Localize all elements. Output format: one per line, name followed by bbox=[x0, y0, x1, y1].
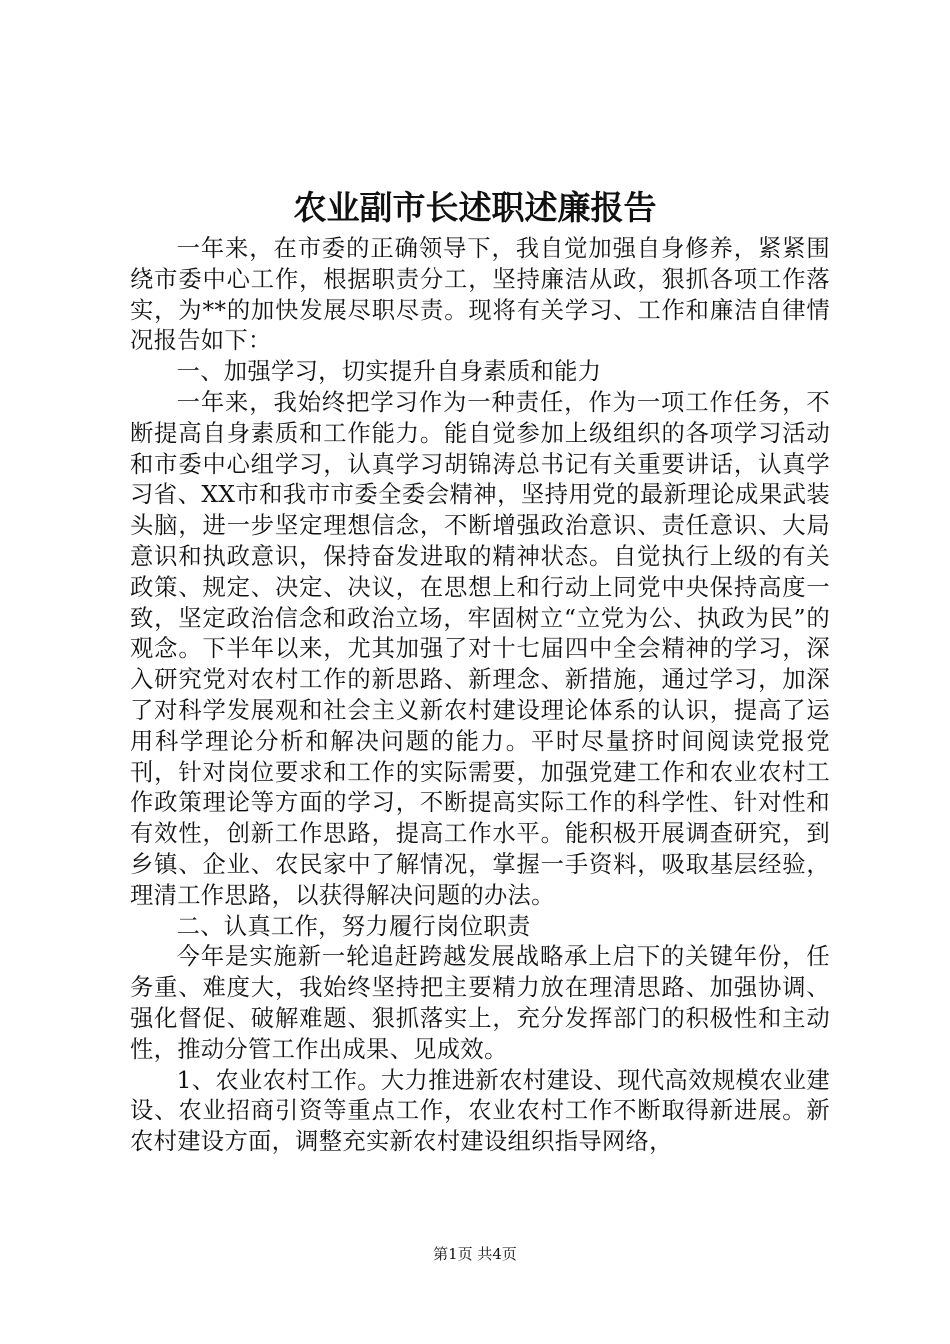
document-title: 农业副市长述职述廉报告 bbox=[293, 188, 657, 227]
section-heading-1: 一、加强学习，切实提升自身素质和能力 bbox=[176, 358, 602, 386]
paragraph-work: 今年是实施新一轮追赶跨越发展战略承上启下的关键年份，任务重、难度大，我始终坚持把主要精力放在理清思路、加强协调、强化督促、破解难题、狠抓落实上，充分发挥部门的积极性和主动性，推动分管工作出成果、见成效。 bbox=[130, 943, 830, 1063]
paragraph-agriculture: 1、农业农村工作。大力推进新农村建设、现代高效规模农业建设、农业招商引资等重点工作，农业农村工作不断取得新进展。新农村建设方面，调整充实新农村建设组织指导网络， bbox=[130, 1066, 830, 1156]
section-heading-2: 二、认真工作，努力履行岗位职责 bbox=[176, 912, 531, 940]
paragraph-study: 一年来，我始终把学习作为一种责任，作为一项工作任务，不断提高自身素质和工作能力。能自觉参加上级组织的各项学习活动和市委中心组学习，认真学习胡锦涛总书记有关重要讲话，认真学习省、XX市和我市市委全委会精神，坚持用党的最新理论成果武装头脑，进一步坚定理想信念，不断增强政治意识、责任意识、大局意识和执政意识，保持奋发进取的精神状态。自觉执行上级的有关政策、规定、决定、决议，在思想上和行动上同党中央保持高度一致，坚定政治信念和政治立场，牢固树立“立党为公、执政为民”的观念。下半年以来，尤其加强了对十七届四中全会精神的学习，深入研究党对农村工作的新思路、新理念、新措施，通过学习，加深了对科学发展观和社会主义新农村建设理论体系的认识，提高了运用科学理论分析和解决问题的能力。平时尽量挤时间阅读党报党刊，针对岗位要求和工作的实际需要，加强党建工作和农业农村工作政策理论等方面的学习，不断提高实际工作的科学性、针对性和有效性，创新工作思路，提高工作水平。能积极开展调查研究，到乡镇、企业、农民家中了解情况，掌握一手资料，吸取基层经验，理清工作思路，以获得解决问题的办法。 bbox=[130, 388, 830, 909]
paragraph-intro: 一年来，在市委的正确领导下，我自觉加强自身修养，紧紧围绕市委中心工作，根据职责分工，坚持廉洁从政，狠抓各项工作落实，为**的加快发展尽职尽责。现将有关学习、工作和廉洁自律情况报告如下： bbox=[130, 235, 830, 355]
document-body bbox=[130, 234, 830, 1158]
page-number-footer: 第1页 共4页 bbox=[433, 1245, 517, 1263]
